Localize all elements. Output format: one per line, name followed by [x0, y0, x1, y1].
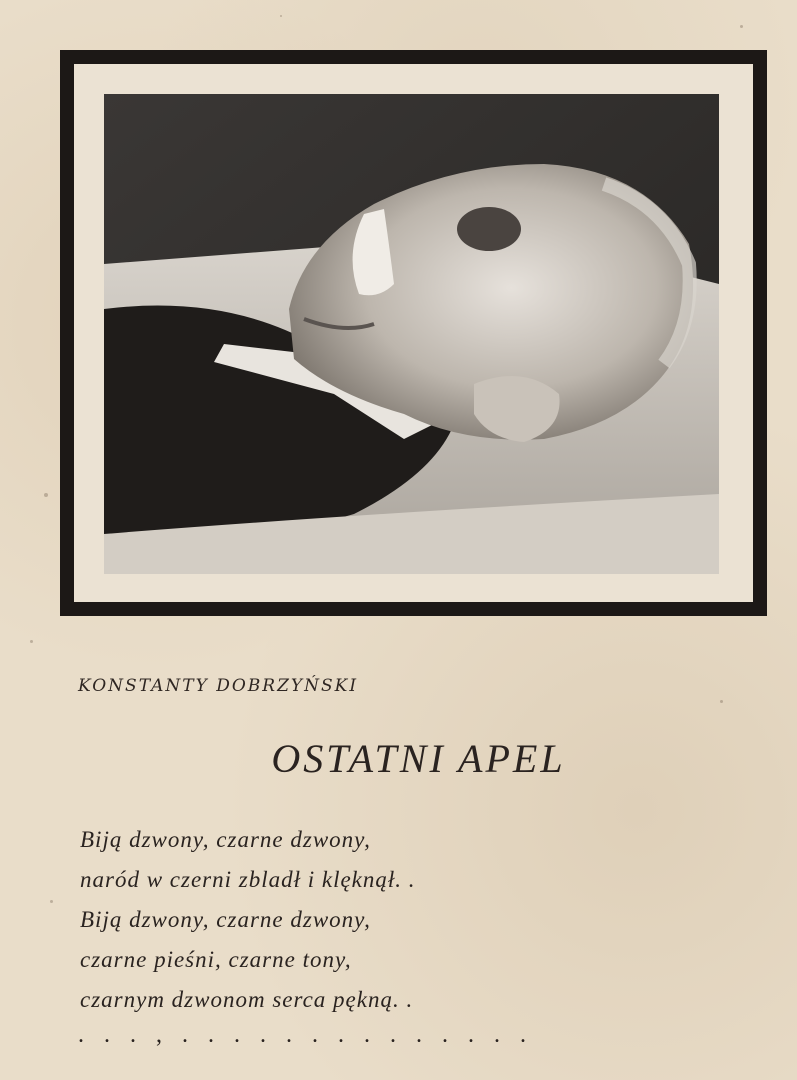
ellipsis-line: . . . , . . . . . . . . . . . . . . — [78, 1022, 533, 1048]
poem-line: Biją dzwony, czarne dzwony, — [80, 827, 371, 852]
poem-line: czarnym dzwonom serca pękną. . — [80, 987, 414, 1012]
mourning-frame — [60, 50, 767, 616]
poem-stanza — [80, 820, 416, 1020]
poem-line: Biją dzwony, czarne dzwony, — [80, 907, 371, 932]
poem-title: OSTATNI APEL — [271, 736, 566, 781]
poem-line: naród w czerni zbladł i klęknął. . — [80, 867, 416, 892]
portrait-photo-icon — [104, 94, 719, 574]
frame-mat — [74, 64, 753, 602]
poem-line: czarne pieśni, czarne tony, — [80, 947, 352, 972]
author-name: KONSTANTY DOBRZYŃSKI — [78, 676, 359, 696]
photograph — [104, 94, 719, 574]
